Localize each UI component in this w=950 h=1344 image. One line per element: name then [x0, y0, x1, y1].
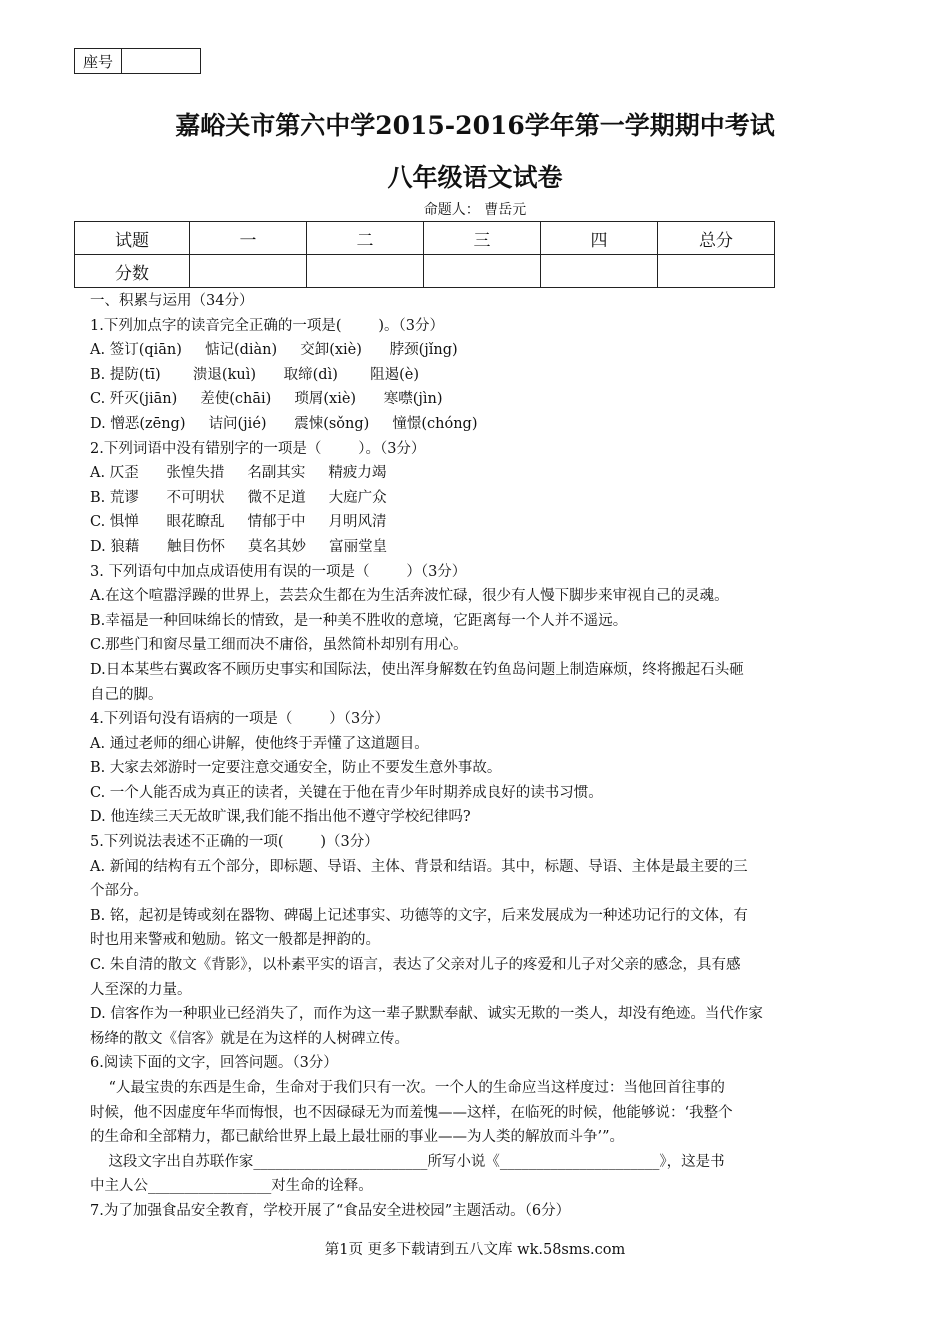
text-line: 5.下列说法表述不正确的一项( )（3分）	[90, 834, 379, 851]
score-cell: 分数	[75, 255, 190, 288]
seat-number-box	[74, 48, 201, 74]
text-line: D. 信客作为一种职业已经消失了，而作为这一辈子默默奉献、诚实无欺的一类人，却没有绝迹。当代作家	[90, 1006, 763, 1023]
text-line: A. 新闻的结构有五个部分，即标题、导语、主体、背景和结语。其中，标题、导语、主体是最主要的三	[90, 858, 748, 875]
score-cell: 一	[190, 222, 307, 255]
text-line: 6.阅读下面的文字，回答问题。（3分）	[90, 1055, 338, 1072]
text-line: D. 他连续三天无故旷课,我们能不指出他不遵守学校纪律吗?	[90, 809, 471, 826]
score-cell: 三	[424, 222, 541, 255]
text-line: C. 歼灭(jiān) 差使(chāi) 琐屑(xiè) 寒噤(jìn)	[90, 391, 443, 408]
text-line: 杨绛的散文《信客》就是在为这样的人树碑立传。	[90, 1030, 409, 1047]
score-table-header-row	[75, 222, 775, 255]
text-line: 7.为了加强食品安全教育，学校开展了“食品安全进校园”主题活动。（6分）	[90, 1202, 571, 1219]
text-line: D.日本某些右翼政客不顾历史事实和国际法，使出浑身解数在钓鱼岛问题上制造麻烦，终将搬起石头砸	[90, 661, 744, 678]
text-line: 一、积累与运用（34分）	[90, 293, 254, 309]
text-line: 人至深的力量。	[90, 981, 192, 998]
score-cell	[541, 255, 658, 288]
seat-label: 座号	[75, 49, 122, 74]
text-line: 2.下列词语中没有错别字的一项是（ ）。（3分）	[90, 440, 426, 457]
text-line: B.幸福是一种回味绵长的情致，是一种美不胜收的意境，它距离每一个人并不遥远。	[90, 612, 628, 629]
score-table-score-row	[75, 255, 775, 288]
score-cell: 四	[541, 222, 658, 255]
text-line: “人最宝贵的东西是生命，生命对于我们只有一次。一个人的生命应当这样度过：当他回首往事的	[90, 1080, 725, 1096]
text-line: 时候，他不因虚度年华而悔恨，也不因碌碌无为而羞愧——这样，在临死的时候，他能够说：‘我整个	[90, 1104, 733, 1121]
text-line: A. 通过老师的细心讲解，使他终于弄懂了这道题目。	[90, 735, 429, 752]
text-line: C. 朱自清的散文《背影》，以朴素平实的语言，表达了父亲对儿子的疼爱和儿子对父亲的感念，具有感	[90, 957, 741, 974]
score-cell: 总分	[658, 222, 775, 255]
text-line: 个部分。	[90, 883, 148, 900]
text-line: B. 大家去郊游时一定要注意交通安全，防止不要发生意外事故。	[90, 760, 502, 777]
score-cell	[424, 255, 541, 288]
text-line: 的生命和全部精力，都已献给世界上最上最壮丽的事业——为人类的解放而斗争’”。	[90, 1129, 625, 1146]
exam-title: 嘉峪关市第六中学2015-2016学年第一学期期中考试	[175, 111, 775, 140]
text-line: D. 憎恶(zēng) 诘问(jié) 震悚(sǒng) 憧憬(chóng)	[90, 415, 478, 432]
text-line: B. 提防(tī) 溃退(kuì) 取缔(dì) 阻遏(è)	[90, 366, 420, 383]
text-line: 自己的脚。	[90, 686, 163, 703]
page-footer: 第1页 更多下载请到五八文库 wk.58sms.com	[324, 1242, 626, 1258]
score-cell: 二	[307, 222, 424, 255]
text-line: D. 狼藉 触目伤怀 莫名其妙 富丽堂皇	[90, 538, 388, 555]
score-cell	[307, 255, 424, 288]
text-line: C.那些门和窗尽量工细而决不庸俗，虽然简朴却别有用心。	[90, 637, 468, 654]
text-line: C. 一个人能否成为真正的读者，关键在于他在青少年时期养成良好的读书习惯。	[90, 784, 603, 801]
text-line: 3. 下列语句中加点成语使用有误的一项是（ ）（3分）	[90, 563, 467, 580]
score-cell: 试题	[75, 222, 190, 255]
exam-author: 命题人： 曹岳元	[423, 202, 527, 218]
exam-body	[90, 289, 860, 1224]
score-cell	[658, 255, 775, 288]
text-line: 时也用来警戒和勉励。铭文一般都是押韵的。	[90, 932, 380, 949]
seat-blank	[122, 49, 201, 74]
score-table	[74, 221, 775, 288]
text-line: A. 签订(qiān) 惦记(diàn) 交卸(xiè) 脖颈(jǐng)	[90, 342, 458, 359]
score-cell	[190, 255, 307, 288]
text-line: 中主人公_________________对生命的诠释。	[90, 1178, 373, 1195]
text-line: A.在这个喧嚣浮躁的世界上，芸芸众生都在为生活奔波忙碌，很少有人慢下脚步来审视自己的灵魂。	[90, 588, 729, 605]
exam-subtitle: 八年级语文试卷	[387, 163, 563, 192]
text-line: C. 惧惮 眼花瞭乱 情郁于中 月明风清	[90, 514, 387, 531]
text-line: 1.下列加点字的读音完全正确的一项是( )。（3分）	[90, 317, 444, 334]
text-line: 这段文字出自苏联作家________________________所写小说《______________________》，这是书	[90, 1153, 725, 1170]
text-line: A. 仄歪 张惶失措 名副其实 精疲力竭	[90, 465, 387, 482]
text-line: 4.下列语句没有语病的一项是（ ）（3分）	[90, 711, 390, 728]
text-line: B. 铭，起初是铸或刻在器物、碑碣上记述事实、功德等的文字，后来发展成为一种述功记行的文体，有	[90, 907, 748, 924]
text-line: B. 荒谬 不可明状 微不足道 大庭广众	[90, 489, 387, 506]
